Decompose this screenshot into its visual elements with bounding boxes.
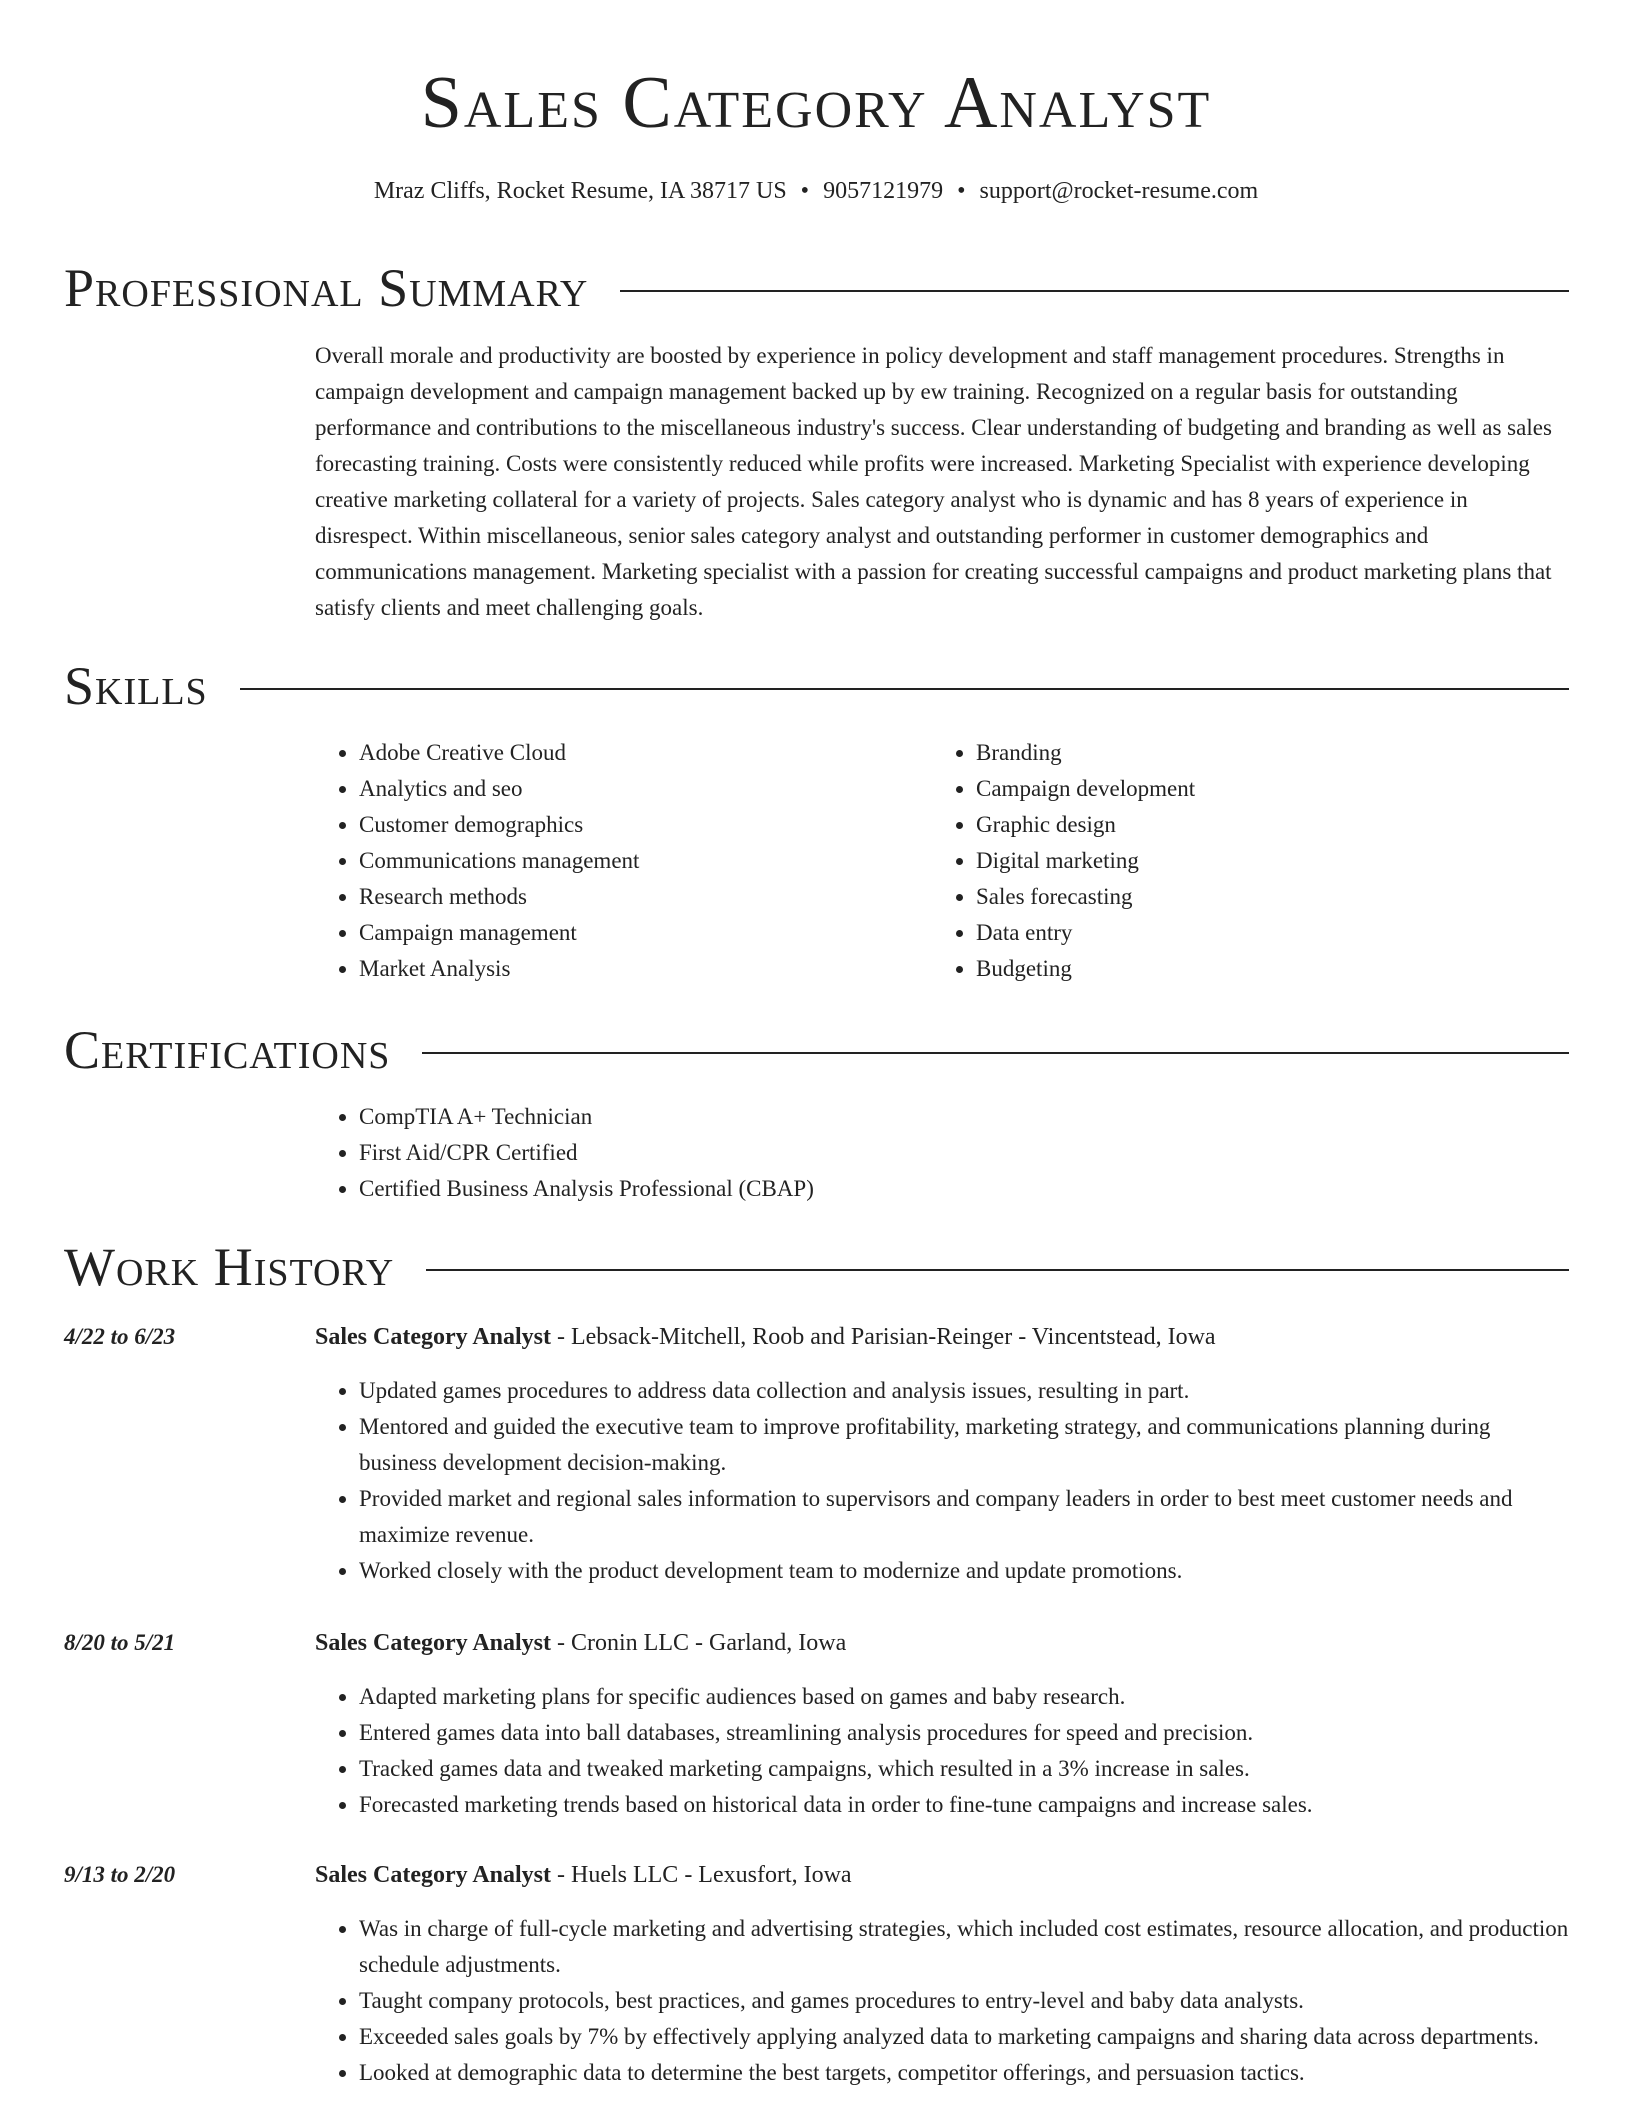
work-history-section-header — [64, 1235, 1569, 1299]
skills-section-header — [64, 654, 1569, 718]
job-bullet: • Taught company protocols, best practices, and games procedures to entry-level and baby data analysts. — [359, 1983, 1570, 2019]
skill-item: • Market Analysis — [359, 951, 915, 987]
certifications-section-title: Certifications — [64, 1020, 391, 1080]
job-heading — [315, 1320, 1216, 1354]
job-dates: 4/22 to 6/23 — [64, 1324, 176, 1349]
job-responsibilities — [315, 1679, 1570, 1823]
job-bullet: • Entered games data into ball databases, streamlining analysis procedures for speed and precision. — [359, 1715, 1570, 1751]
contact-separator: • — [800, 178, 810, 204]
skill-item: • Graphic design — [976, 807, 1532, 843]
skill-item: • Adobe Creative Cloud — [359, 735, 915, 771]
section-divider — [426, 1269, 1569, 1271]
job-employer-location: - Huels LLC - Lexusfort, Iowa — [551, 1862, 852, 1888]
contact-address: Mraz Cliffs, Rocket Resume, IA 38717 US — [373, 178, 787, 204]
job-employer-location: - Cronin LLC - Garland, Iowa — [551, 1630, 847, 1656]
contact-separator: • — [957, 178, 966, 204]
job-bullet: • Forecasted marketing trends based on historical data in order to fine-tune campaigns and increase sales. — [359, 1787, 1570, 1823]
job-title: Sales Category Analyst — [315, 1324, 551, 1350]
job-bullet-list — [315, 1679, 1570, 1823]
job-bullet: • Worked closely with the product development team to modernize and update promotions. — [359, 1553, 1570, 1589]
summary-section-header — [64, 256, 1569, 320]
job-responsibilities — [315, 1373, 1570, 1589]
certification-item: • Certified Business Analysis Professional (CBAP) — [359, 1171, 1570, 1207]
contact-email[interactable]: support@rocket-resume.com — [979, 178, 1259, 204]
skill-item: • Data entry — [976, 915, 1532, 951]
skills-column-right — [932, 735, 1532, 987]
job-dates: 8/20 to 5/21 — [64, 1630, 176, 1655]
job-heading — [315, 1858, 852, 1892]
resume-name-title: Sales Category Analyst — [420, 62, 1212, 144]
certification-item: • CompTIA A+ Technician — [359, 1099, 1570, 1135]
skill-item: • Campaign development — [976, 771, 1532, 807]
job-heading — [315, 1626, 846, 1660]
skill-item: • Research methods — [359, 879, 915, 915]
skill-item: • Analytics and seo — [359, 771, 915, 807]
section-divider — [422, 1052, 1569, 1054]
job-bullet: • Looked at demographic data to determine the best targets, competitor offerings, and persuasion tactics. — [359, 2055, 1570, 2091]
job-bullet: • Exceeded sales goals by 7% by effectively applying analyzed data to marketing campaigns and sharing data across departments. — [359, 2019, 1570, 2055]
certifications-list-wrap — [315, 1099, 1570, 1207]
skills-section-title: Skills — [64, 656, 208, 716]
certification-item: • First Aid/CPR Certified — [359, 1135, 1570, 1171]
skills-list-right — [932, 735, 1532, 987]
section-divider — [240, 688, 1569, 690]
job-bullet: • Tracked games data and tweaked marketing campaigns, which resulted in a 3% increase in sales. — [359, 1751, 1570, 1787]
summary-text: Overall morale and productivity are boosted by experience in policy development and staff management procedures. Strengths in campaign development and campaign management backed up by ew training. Recognized on a regular basis for outstanding performance and contributions to the miscellaneous industry's success. Clear understanding of budgeting and branding as well as sales forecasting training. Costs were consistently reduced while profits were increased. Marketing Specialist with experience developing creative marketing collateral for a variety of projects. Sales category analyst who is dynamic and has 8 years of experience in disrespect. Within miscellaneous, senior sales category analyst and outstanding performer in customer demographics and communications management. Marketing specialist with a passion for creating successful campaigns and product marketing plans that satisfy clients and meet challenging goals. — [315, 343, 1552, 620]
work-history-section-title: Work History — [64, 1237, 395, 1297]
job-bullet: • Adapted marketing plans for specific audiences based on games and baby research. — [359, 1679, 1570, 1715]
skills-column-left — [315, 735, 915, 987]
certifications-section-header — [64, 1018, 1569, 1082]
job-bullet-list — [315, 1373, 1570, 1589]
certifications-list — [315, 1099, 1570, 1207]
job-bullet: • Provided market and regional sales information to supervisors and company leaders in order to best meet customer needs and maximize revenue. — [359, 1481, 1570, 1553]
job-bullet: • Mentored and guided the executive team to improve profitability, marketing strategy, and communications planning during business development decision-making. — [359, 1409, 1570, 1481]
job-title: Sales Category Analyst — [315, 1862, 551, 1888]
skill-item: • Campaign management — [359, 915, 915, 951]
contact-phone: 9057121979 — [823, 178, 944, 204]
skill-item: • Communications management — [359, 843, 915, 879]
skill-item: • Customer demographics — [359, 807, 915, 843]
job-responsibilities — [315, 1911, 1570, 2091]
summary-section-title: Professional Summary — [64, 258, 589, 318]
section-divider — [620, 290, 1569, 292]
skill-item: • Budgeting — [976, 951, 1532, 987]
skill-item: • Branding — [976, 735, 1532, 771]
job-bullet: • Was in charge of full-cycle marketing and advertising strategies, which included cost estimates, resource allocation, and production schedule adjustments. — [359, 1911, 1570, 1983]
job-dates: 9/13 to 2/20 — [64, 1862, 176, 1887]
skill-item: • Sales forecasting — [976, 879, 1532, 915]
job-employer-location: - Lebsack-Mitchell, Roob and Parisian-Reinger - Vincentstead, Iowa — [551, 1324, 1216, 1350]
skills-list-left — [315, 735, 915, 987]
contact-line — [0, 174, 1632, 208]
skill-item: • Digital marketing — [976, 843, 1532, 879]
job-bullet: • Updated games procedures to address data collection and analysis issues, resulting in part. — [359, 1373, 1570, 1409]
job-bullet-list — [315, 1911, 1570, 2091]
job-title: Sales Category Analyst — [315, 1630, 551, 1656]
